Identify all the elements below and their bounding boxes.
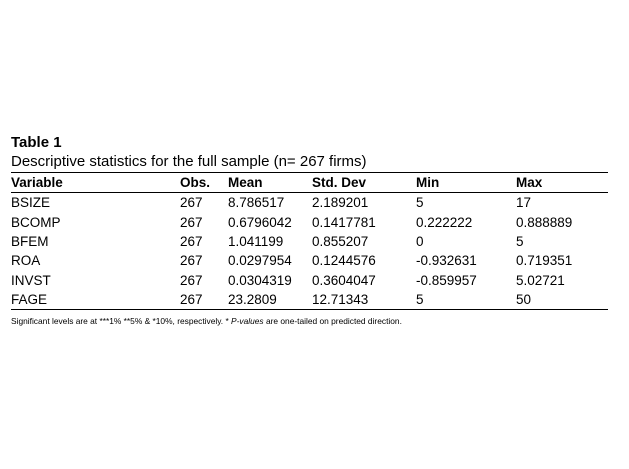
cell-obs: 267 — [180, 195, 203, 211]
table-label: Table 1 — [11, 134, 62, 151]
cell-max: 17 — [516, 195, 532, 211]
table-row — [11, 232, 608, 251]
header-row — [11, 173, 608, 193]
table-footnote — [11, 315, 608, 327]
cell-variable: INVST — [11, 272, 51, 288]
cell-std-dev: 2.189201 — [312, 195, 369, 211]
cell-std-dev: 0.1417781 — [312, 214, 376, 230]
column-header-obs: Obs. — [180, 173, 228, 193]
cell-mean: 0.0304319 — [228, 272, 292, 288]
cell-variable: FAGE — [11, 290, 180, 310]
cell-max: 5.02721 — [516, 272, 565, 288]
cell-std-dev: 0.3604047 — [312, 272, 376, 288]
cell-std-dev: 0.855207 — [312, 233, 369, 249]
cell-min: 0.222222 — [416, 214, 473, 230]
table-row — [11, 290, 608, 310]
column-header-mean: Mean — [228, 173, 312, 193]
cell-max: 5 — [516, 233, 524, 249]
cell-mean: 23.2809 — [228, 290, 312, 310]
cell-mean: 8.786517 — [228, 195, 285, 211]
table-block — [11, 134, 608, 327]
cell-obs: 267 — [180, 253, 203, 269]
footnote-text-part1: Significant levels are at ***1% **5% & *10%, respectively. * — [11, 316, 232, 327]
cell-mean: 1.041199 — [228, 233, 284, 249]
table-row — [11, 251, 608, 270]
cell-variable: BCOMP — [11, 214, 61, 230]
column-header-min: Min — [416, 173, 516, 193]
cell-obs: 267 — [180, 290, 228, 310]
column-header-std-dev: Std. Dev — [312, 173, 416, 193]
cell-min: -0.932631 — [416, 253, 477, 269]
footnote-italic-term: P-values — [231, 316, 264, 327]
column-header-variable: Variable — [11, 173, 180, 193]
table-row — [11, 271, 608, 290]
cell-variable: ROA — [11, 253, 41, 269]
cell-std-dev: 12.71343 — [312, 290, 416, 310]
cell-std-dev: 0.1244576 — [312, 253, 376, 269]
column-header-max: Max — [516, 173, 608, 193]
descriptive-statistics-table — [11, 172, 608, 310]
cell-max: 0.888889 — [516, 214, 573, 230]
cell-min: 5 — [416, 290, 516, 310]
cell-mean: 0.0297954 — [228, 253, 292, 269]
cell-obs: 267 — [180, 214, 203, 230]
table-row — [11, 212, 608, 231]
footnote-text-part2: are one-tailed on predicted direction. — [263, 316, 402, 327]
table-caption: Descriptive statistics for the full sample (n= 267 firms) — [11, 153, 367, 170]
table-row — [11, 193, 608, 213]
cell-mean: 0.6796042 — [228, 214, 292, 230]
cell-variable: BSIZE — [11, 195, 51, 211]
cell-min: 0 — [416, 233, 424, 249]
cell-obs: 267 — [180, 272, 203, 288]
cell-min: -0.859957 — [416, 272, 477, 288]
cell-obs: 267 — [180, 233, 203, 249]
cell-min: 5 — [416, 195, 424, 211]
cell-max: 50 — [516, 290, 608, 310]
cell-variable: BFEM — [11, 233, 49, 249]
cell-max: 0.719351 — [516, 253, 573, 269]
